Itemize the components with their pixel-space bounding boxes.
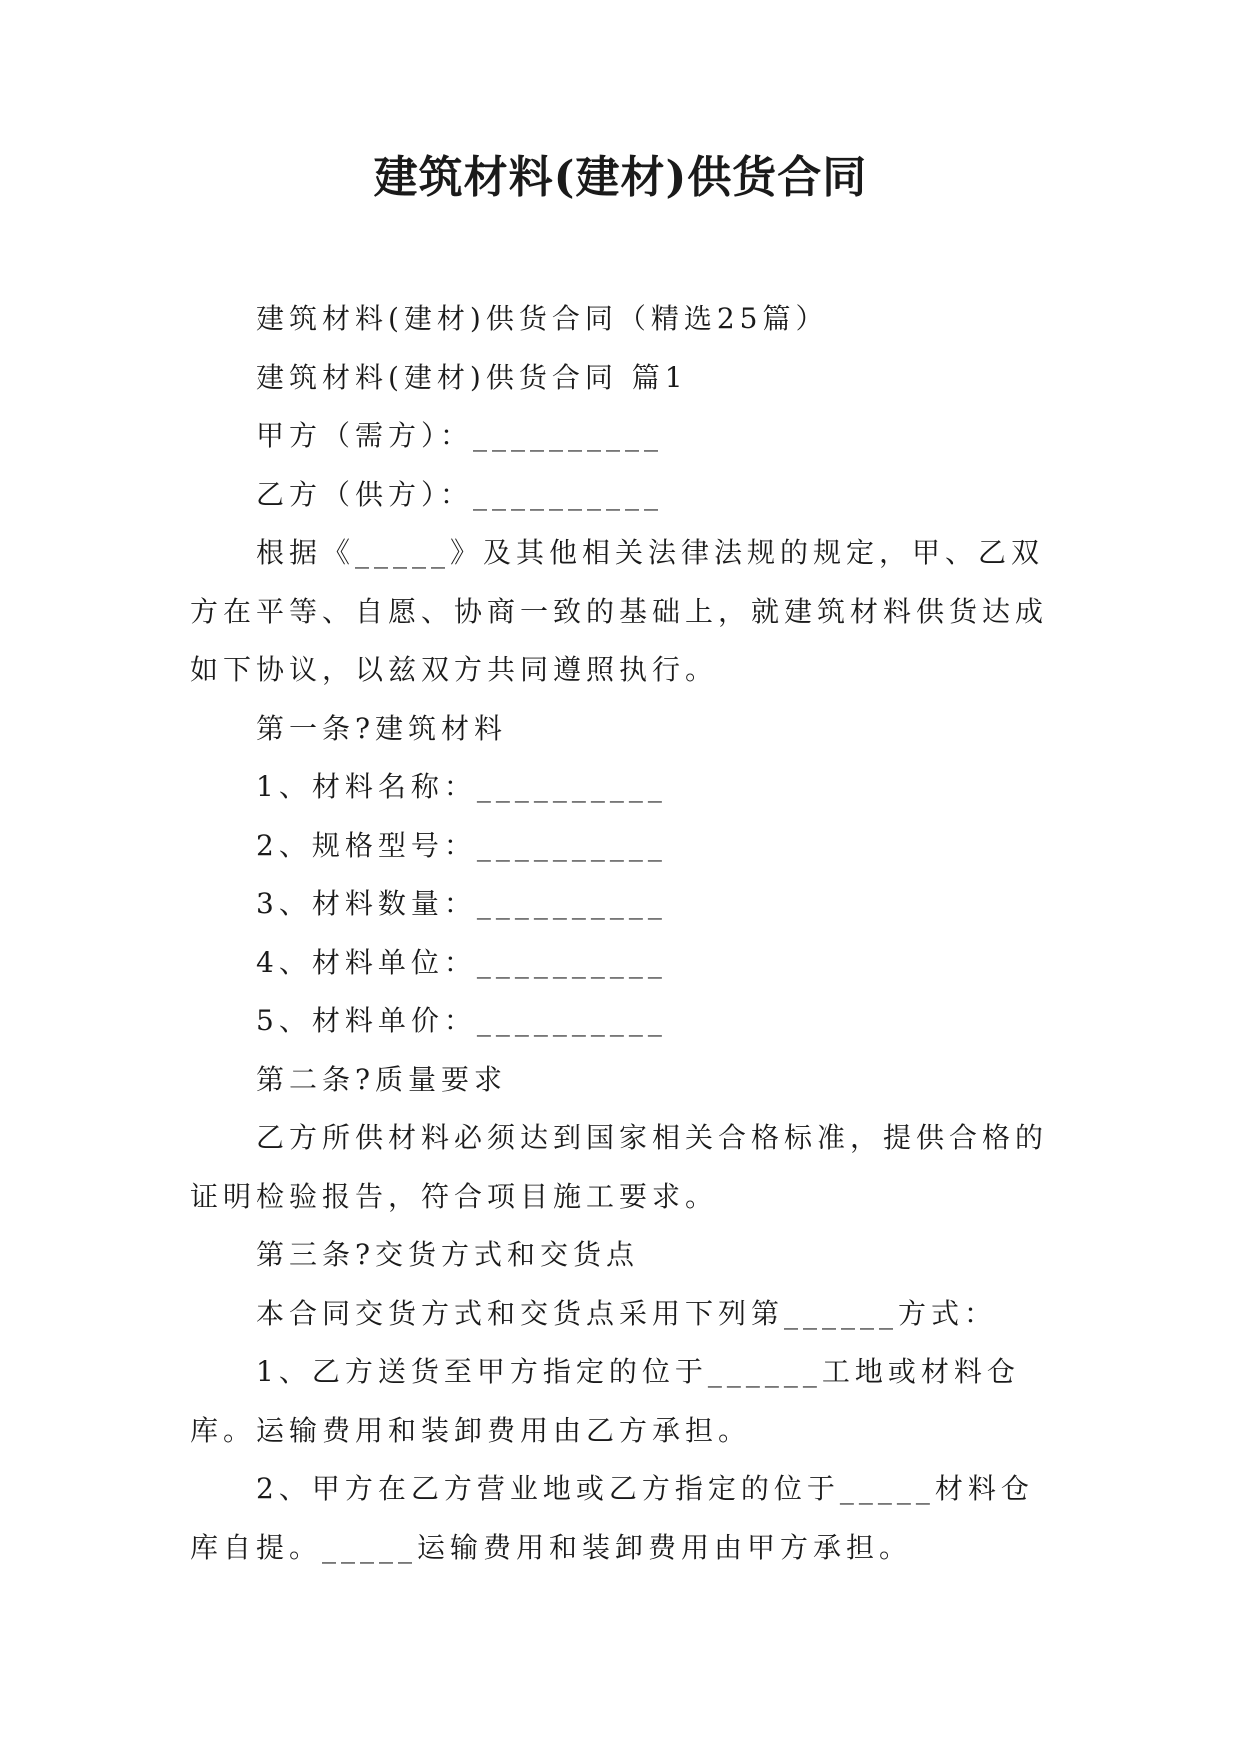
document-title: 建筑材料(建材)供货合同 xyxy=(373,152,868,203)
paragraph-subtitle: 建筑材料(建材)供货合同（精选25篇） xyxy=(256,302,829,335)
paragraph-material-unit: 4、材料单位：__________ xyxy=(256,945,667,979)
paragraph-article-2-heading: 第二条?质量要求 xyxy=(256,1062,508,1096)
paragraph-delivery-option-2: 2、甲方在乙方营业地或乙方指定的位于_____材料仓库自提。_____运输费用和装卸费用由甲方承担。 xyxy=(190,1472,1034,1564)
paragraph-delivery-option-1: 1、乙方送货至甲方指定的位于______工地或材料仓库。运输费用和装卸费用由乙方承担。 xyxy=(190,1355,1020,1447)
paragraph-material-price: 5、材料单价：__________ xyxy=(256,1004,667,1037)
paragraph-material-spec: 2、规格型号：__________ xyxy=(256,828,667,862)
paragraph-party-b: 乙方（供方）：__________ xyxy=(256,477,664,511)
paragraph-party-a: 甲方（需方）：__________ xyxy=(256,419,664,452)
paragraph-delivery-method: 本合同交货方式和交货点采用下列第______方式： xyxy=(256,1296,998,1330)
paragraph-section-heading: 建筑材料(建材)供货合同 篇1 xyxy=(256,360,688,394)
paragraph-article-3-heading: 第三条?交货方式和交货点 xyxy=(256,1238,640,1271)
paragraph-article-1-heading: 第一条?建筑材料 xyxy=(256,711,508,745)
paragraph-material-quantity: 3、材料数量：__________ xyxy=(256,887,667,920)
paragraph-preamble: 根据《_____》及其他相关法律法规的规定，甲、乙双方在平等、自愿、协商一致的基础上，就建筑材料供货达成如下协议，以兹双方共同遵照执行。 xyxy=(190,536,1049,686)
paragraph-quality-requirement: 乙方所供材料必须达到国家相关合格标准，提供合格的证明检验报告，符合项目施工要求。 xyxy=(190,1121,1049,1213)
document-body xyxy=(190,290,1052,1577)
paragraph-material-name: 1、材料名称：__________ xyxy=(256,770,667,803)
